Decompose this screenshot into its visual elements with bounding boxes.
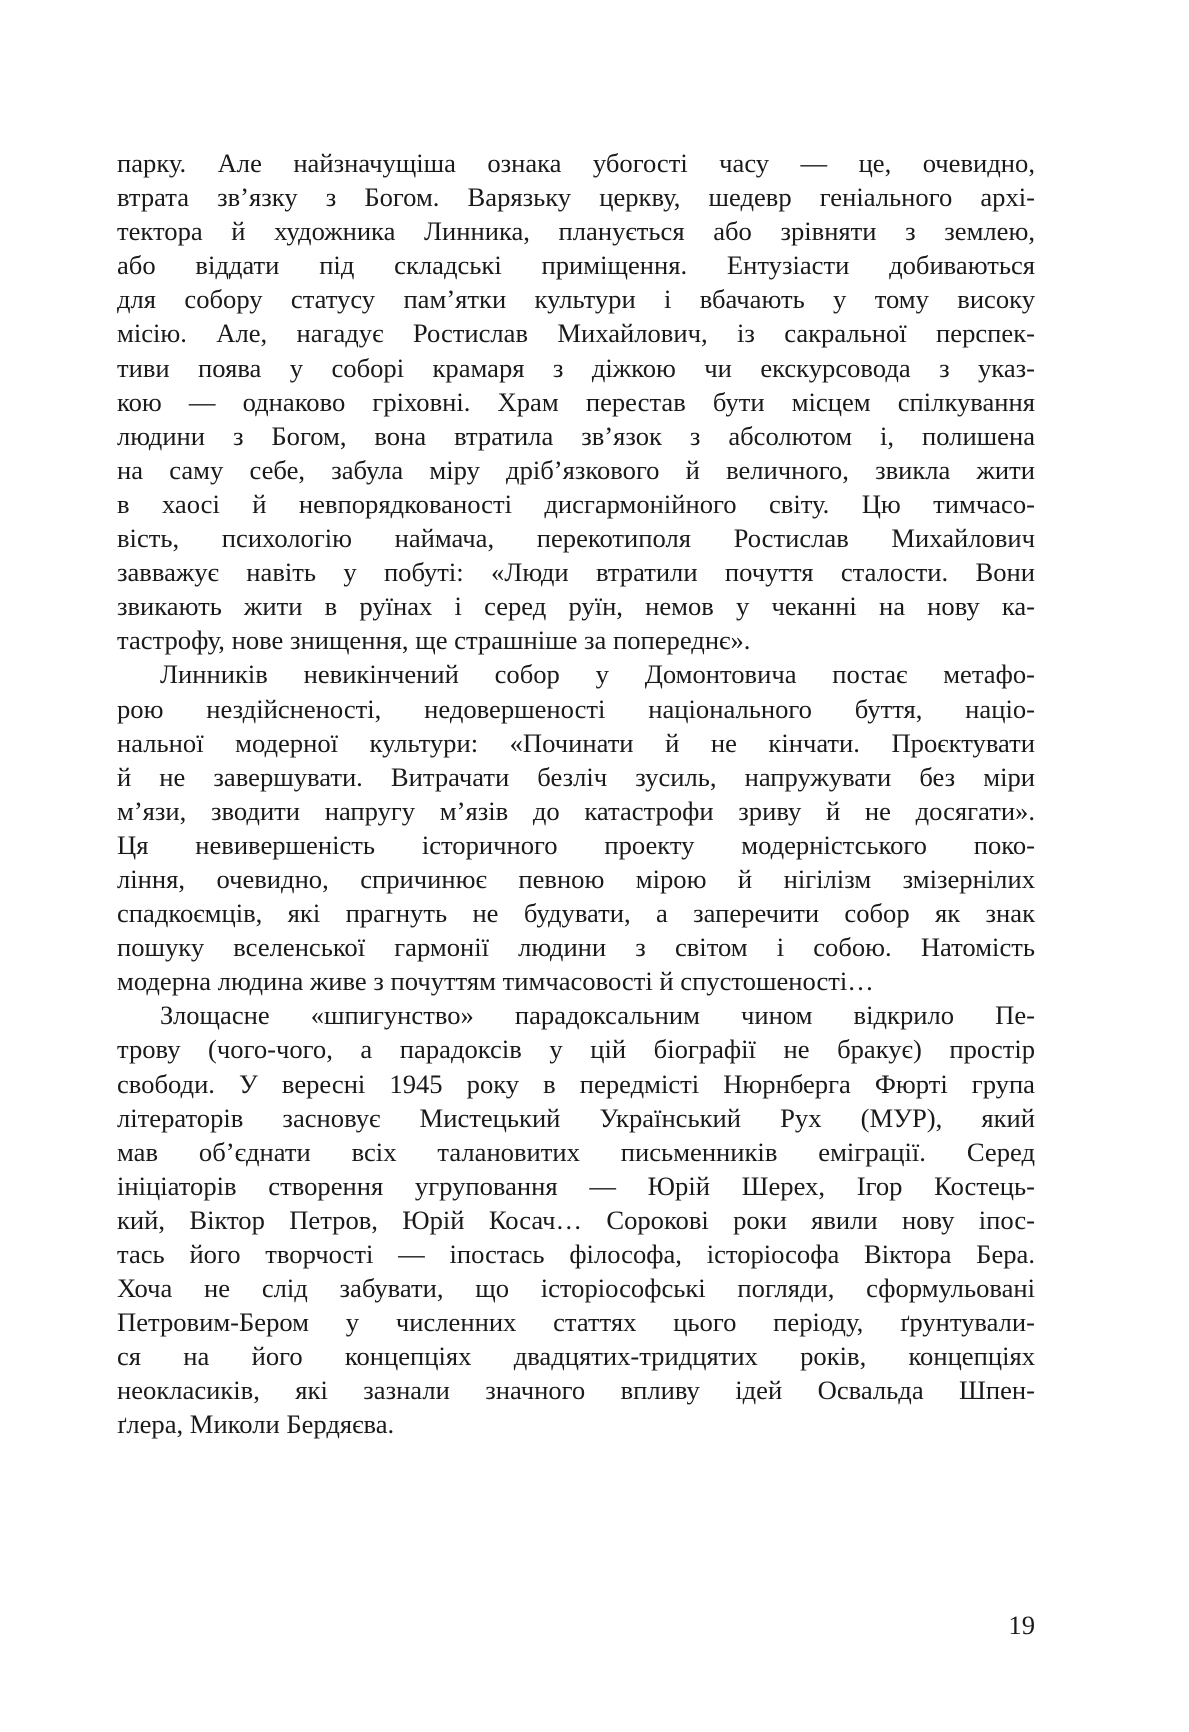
text-line: Злощасне «шпигунство» парадоксальним чином відкрило Пе- (160, 1000, 1035, 1031)
text-line: рою нездійсненості, недовершеності національного буття, націо- (117, 693, 1035, 724)
page-number: 19 (1008, 1610, 1035, 1640)
text-line: тектора й художника Линника, планується або зрівняти з землею, (117, 216, 1035, 247)
text-line: ся на його концепціях двадцятих-тридцятих років, концепціях (117, 1341, 1035, 1372)
text-line: модерна людина живе з почуттям тимчасовості й спустошеності… (117, 966, 874, 997)
body-text (117, 146, 1035, 1442)
text-line: м’язи, зводити напругу м’язів до катастрофи зриву й не досягати». (117, 795, 1035, 826)
text-line: ініціаторів створення угруповання — Юрій Шерех, Ігор Костець- (117, 1170, 1035, 1201)
text-line: тиви поява у соборі крамаря з діжкою чи екскурсовода з указ- (117, 352, 1035, 383)
text-line: неокласиків, які зазнали значного впливу ідей Освальда Шпен- (117, 1375, 1035, 1406)
text-line: й не завершувати. Витрачати безліч зусиль, напружувати без міри (117, 761, 1035, 792)
text-line: тась його творчості — іпостась філософа, історіософа Віктора Бера. (117, 1239, 1035, 1269)
text-line: мав об’єднати всіх талановитих письменників еміграції. Серед (117, 1136, 1035, 1167)
text-line: нальної модерної культури: «Починати й не кінчати. Проєктувати (117, 727, 1035, 758)
text-line: кий, Віктор Петров, Юрій Косач… Сорокові роки явили нову іпос- (117, 1204, 1035, 1235)
text-line: кою — однаково гріховні. Храм перестав бути місцем спілкування (117, 386, 1035, 417)
text-line: свободи. У вересні 1945 року в передмісті Нюрнберга Фюрті група (117, 1068, 1035, 1099)
text-line: Линників невикінчений собор у Домонтовича постає метафо- (160, 659, 1035, 690)
text-line: Петровим-Бером у численних статтях цього періоду, ґрунтували- (117, 1307, 1035, 1338)
text-line: на саму себе, забула міру дріб’язкового й величного, звикла жити (117, 454, 1035, 485)
text-line: місію. Але, нагадує Ростислав Михайлович, із сакральної перспек- (117, 318, 1035, 349)
text-line: ління, очевидно, спричинює певною мірою й нігілізм змізернілих (117, 863, 1035, 894)
text-line: Хоча не слід забувати, що історіософські погляди, сформульовані (117, 1273, 1035, 1304)
text-line: парку. Але найзначущіша ознака убогості часу — це, очевидно, (117, 148, 1035, 178)
text-line: пошуку вселенської гармонії людини з світом і собою. Натомість (117, 932, 1035, 963)
text-line: звикають жити в руїнах і серед руїн, немов у чеканні на нову ка- (117, 591, 1035, 622)
text-line: людини з Богом, вона втратила зв’язок з абсолютом і, полишена (117, 420, 1035, 451)
text-line: вість, психологію наймача, перекотиполя Ростислав Михайлович (117, 523, 1035, 554)
text-line: в хаосі й невпорядкованості дисгармонійного світу. Цю тимчасо- (117, 488, 1035, 519)
text-line: Ця невивершеність історичного проекту модерністського поко- (117, 829, 1035, 860)
text-line: втрата зв’язку з Богом. Варязьку церкву, шедевр геніального архі- (117, 182, 1035, 213)
text-line: тастрофу, нове знищення, ще страшніше за попереднє». (117, 625, 751, 656)
text-line: ґлера, Миколи Бердяєва. (117, 1409, 395, 1440)
text-line: трову (чого-чого, а парадоксів у цій біографії не бракує) простір (117, 1034, 1035, 1065)
text-line: для собору статусу пам’ятки культури і вбачають у тому високу (117, 284, 1035, 315)
text-line: літераторів засновує Мистецький Український Рух (МУР), який (117, 1102, 1035, 1133)
text-line: завважує навіть у побуті: «Люди втратили почуття сталости. Вони (117, 557, 1035, 588)
text-line: або віддати під складські приміщення. Ентузіасти добиваються (117, 250, 1035, 281)
text-line: спадкоємців, які прагнуть не будувати, а заперечити собор як знак (117, 898, 1035, 929)
